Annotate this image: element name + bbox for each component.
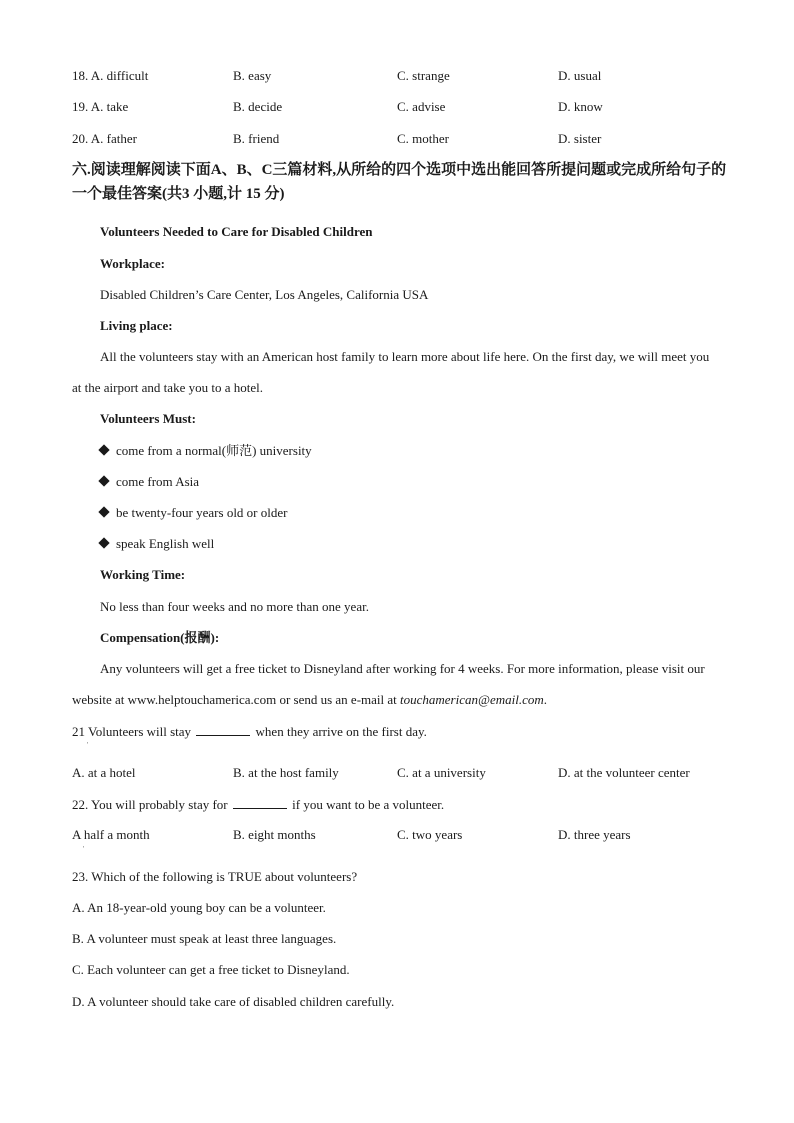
ad-title: Volunteers Needed to Care for Disabled Children [100,224,373,239]
q22-option-c: C. two years [397,827,463,842]
q22-option-a: A half a month [72,827,150,842]
q23-option-c: C. Each volunteer can get a free ticket to Disneyland. [72,962,350,977]
question-21-options [72,765,752,781]
compensation-text [72,653,712,715]
requirement-item [100,505,287,521]
diamond-bullet-icon [98,506,109,517]
diamond-bullet-icon [98,537,109,548]
section-heading: 六.阅读理解阅读下面A、B、C三篇材料,从所给的四个选项中选出能回答所提问题或完成所给句子的一个最佳答案(共3 小题,计 15 分) [72,162,727,202]
requirement-item [100,443,312,459]
diamond-bullet-icon [98,444,109,455]
q21-option-b: B. at the host family [233,765,339,780]
requirement-text: speak English well [116,536,215,551]
q21-option-d: D. at the volunteer center [558,765,690,780]
stray-mark: ˈ [82,845,85,854]
question-21-stem [72,723,427,740]
living-place-text: All the volunteers stay with an American host family to learn more about life here. On the first day, we will meet you at the airport and take you to a hotel. [72,349,710,395]
question-22-stem [72,796,444,813]
q18-option-a: 18. A. difficult [72,68,149,83]
q22-stem-after: if you want to be a volunteer. [292,797,445,812]
q21-stem-before: 21 Volunteers will stay [72,724,192,739]
working-time-label: Working Time: [100,567,186,582]
q21-stem-after: when they arrive on the first day. [255,724,427,739]
requirement-text: come from a normal(师范) university [116,443,312,458]
q18-option-b: B. easy [233,68,272,83]
q23-option-a: A. An 18-year-old young boy can be a volunteer. [72,900,326,915]
question-23-stem: 23. Which of the following is TRUE about volunteers? [72,869,358,884]
question-19-options [72,99,752,115]
q23-option-b: B. A volunteer must speak at least three languages. [72,931,337,946]
workplace-value: Disabled Children’s Care Center, Los Angeles, California USA [100,287,429,302]
stray-mark: ˈ [86,741,89,750]
q20-option-a: 20. A. father [72,131,137,146]
q19-option-d: D. know [558,99,603,114]
living-place-label: Living place: [100,318,173,333]
compensation-main: Any volunteers will get a free ticket to Disneyland after working for 4 weeks. For more information, please visit our website at www.helptouchamerica.com or send us an e-mail at [72,661,705,707]
q18-option-c: C. strange [397,68,450,83]
working-time-text: No less than four weeks and no more than one year. [100,599,369,614]
q21-option-c: C. at a university [397,765,486,780]
q19-option-c: C. advise [397,99,446,114]
q22-option-b: B. eight months [233,827,316,842]
contact-email: touchamerican@email.com [400,692,544,707]
compensation-label: Compensation(报酬): [100,630,220,645]
requirement-text: be twenty-four years old or older [116,505,288,520]
volunteers-must-label: Volunteers Must: [100,411,196,426]
q20-option-d: D. sister [558,131,602,146]
q19-option-b: B. decide [233,99,283,114]
q22-option-d: D. three years [558,827,631,842]
q23-option-d: D. A volunteer should take care of disabled children carefully. [72,994,395,1009]
q21-answer-blank [196,723,250,736]
diamond-bullet-icon [98,475,109,486]
q20-option-c: C. mother [397,131,449,146]
q20-option-b: B. friend [233,131,280,146]
compensation-end: . [543,692,547,707]
q22-stem-before: 22. You will probably stay for [72,797,228,812]
question-18-options [72,68,752,84]
requirement-text: come from Asia [116,474,200,489]
q18-option-d: D. usual [558,68,602,83]
requirement-item [100,474,199,490]
q21-option-a: A. at a hotel [72,765,136,780]
q22-answer-blank [233,796,287,809]
workplace-label: Workplace: [100,256,165,271]
question-20-options [72,131,752,147]
q19-option-a: 19. A. take [72,99,129,114]
question-22-options [72,827,752,843]
requirement-item [100,536,214,552]
